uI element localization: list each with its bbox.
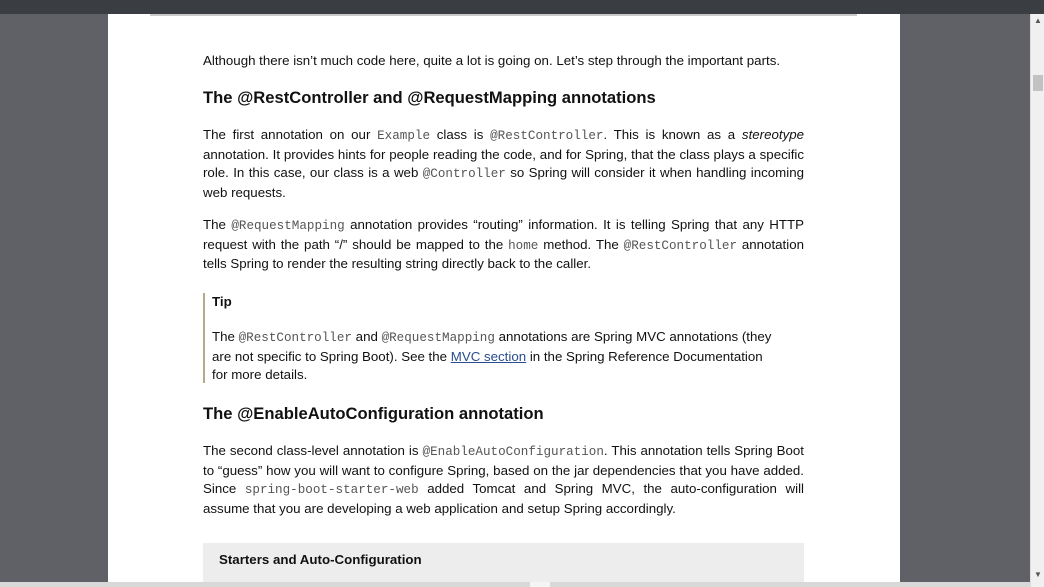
code-requestmapping: @RequestMapping <box>231 219 345 233</box>
text-run: The <box>212 329 239 344</box>
text-run: The first annotation on our <box>203 127 378 142</box>
section-heading-restcontroller: The @RestController and @RequestMapping annotations <box>203 88 656 107</box>
mvc-section-link[interactable]: MVC section <box>450 348 527 364</box>
section-heading-enableautoconfiguration: The @EnableAutoConfiguration annotation <box>203 404 544 423</box>
paragraph-stereotype <box>203 126 804 202</box>
code-controller: @Controller <box>422 167 506 182</box>
scroll-thumb[interactable] <box>1033 75 1043 91</box>
scroll-up-arrow-icon[interactable]: ▲ <box>1034 16 1042 25</box>
horizontal-scroll-thumb[interactable] <box>530 582 550 587</box>
text-run: so Spring will consider it when handling incoming web requests. <box>203 165 804 200</box>
code-starter-web: spring-boot-starter-web <box>244 483 419 498</box>
code-restcontroller: @RestController <box>623 238 738 253</box>
intro-paragraph: Although there isn’t much code here, quite a lot is going on. Let’s step through the important parts. <box>203 53 781 68</box>
starters-sidebar <box>203 543 804 587</box>
horizontal-scrollbar[interactable] <box>0 582 1030 587</box>
text-run: . This is known as a <box>603 127 742 142</box>
text-run: method. The <box>538 236 624 252</box>
code-example: Example <box>377 129 431 143</box>
text-run: in the Spring Reference Documentation for more details. <box>212 348 763 383</box>
code-enableautoconfiguration: @EnableAutoConfiguration <box>422 445 604 459</box>
text-run: The second class-level annotation is <box>203 443 423 458</box>
text-run: annotation tells Spring to render the resulting string directly back to the caller. <box>203 236 804 272</box>
emphasis-stereotype: stereotype <box>741 127 805 142</box>
code-home: home <box>508 238 539 253</box>
text-run: annotation. It provides hints for people reading the code, and for Spring, that the class plays a specific role. In this case, our class is a web <box>203 146 804 181</box>
code-requestmapping: @RequestMapping <box>381 331 495 345</box>
text-run: and <box>351 329 382 344</box>
text-run: annotations are Spring MVC annotations (they are not specific to Spring Boot). See the <box>212 329 772 364</box>
tip-left-border <box>203 293 205 383</box>
text-run: added Tomcat and Spring MVC, the auto-configuration will assume that you are developing a web application and setup Spring accordingly. <box>203 481 804 516</box>
viewer-toolbar-strip <box>0 0 1044 14</box>
tip-admonition <box>203 293 804 383</box>
scroll-down-arrow-icon[interactable]: ▼ <box>1034 570 1042 579</box>
tip-title: Tip <box>212 294 232 309</box>
sidebar-title: Starters and Auto-Configuration <box>219 552 422 567</box>
document-page <box>108 14 900 587</box>
text-run: annotation provides “routing” information. It is telling Spring that any HTTP request with the path “/” should be mapped to the <box>203 217 805 252</box>
table-bottom-rule <box>150 14 857 16</box>
text-run: The <box>203 217 232 232</box>
code-restcontroller: @RestController <box>490 129 604 143</box>
text-run: . This annotation tells Spring Boot to “guess” how you will want to configure Spring, based on the jar dependencies that you have added. Since <box>203 443 804 497</box>
text-run: class is <box>430 127 491 142</box>
paragraph-requestmapping <box>203 216 804 274</box>
code-restcontroller: @RestController <box>238 331 352 345</box>
tip-text <box>212 328 779 385</box>
paragraph-autoconfiguration <box>203 442 804 518</box>
vertical-scrollbar[interactable] <box>1030 14 1044 587</box>
